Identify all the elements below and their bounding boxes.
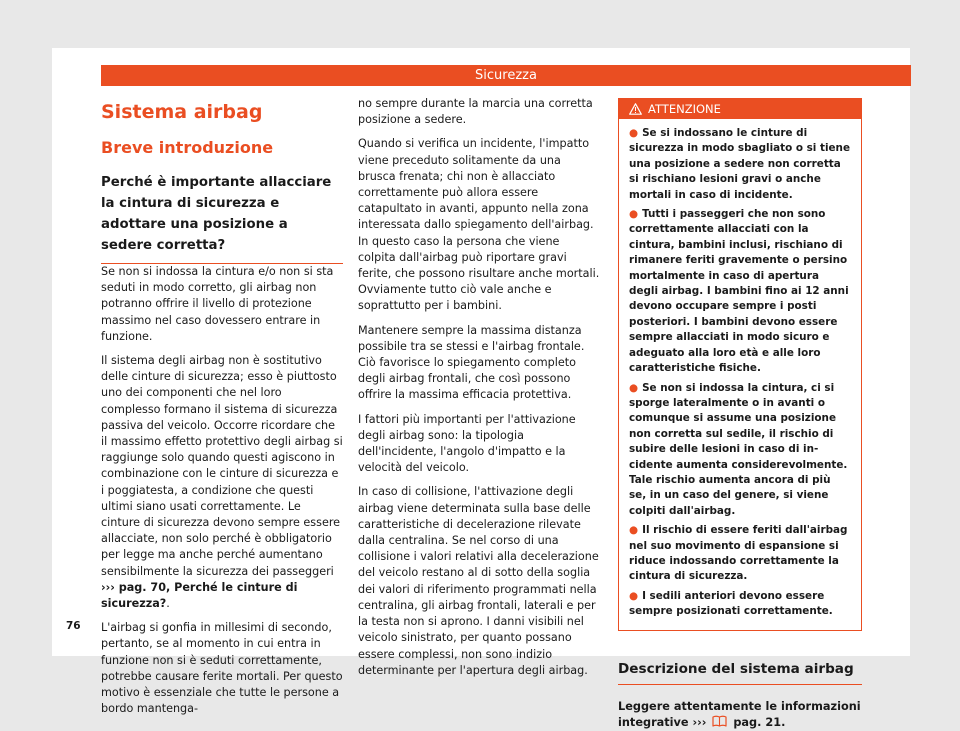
book-icon (712, 715, 727, 727)
paragraph: In caso di collisione, l'attivazione degli airbag viene determinata sulla base delle caratteristiche di decelerazione rilevate dalla centralina. Se nel corso di una collisione i valori relativi alla decelerazione del veicolo restano al di sotto della soglia dei valori di riferimento programmati nella centralina, gli airbag frontali, laterali e per la testa non si aprono. I danni visibili nel veicolo sinistrato, per quanto possano essere complessi, non sono indizio determinante per l'apertura degli airbag. (358, 485, 599, 677)
paragraph: no sempre durante la marcia una corretta posizione a sedere. (358, 97, 593, 127)
paragraph: Mantenere sempre la massima distanza possibile tra se stessi e l'airbag frontale. Ciò favorisce lo spiegamento completo degli airbag frontali, che così possono offrire la massima efficacia protettiva. (358, 323, 585, 402)
column-middle (358, 96, 600, 679)
warning-item: ● Se si indossano le cinture di sicurezza in modo sbagliato o si tiene una posizione a sedere non corretta si rischiano lesioni gravi o anche mortali in caso di incidente. (629, 127, 851, 201)
warning-item: ● Tutti i passeggeri che non sono correttamente allacciati con la cintura, bambini inclusi, rischiano di rimanere feriti gravemente o persino mortalmente in caso di apertura degli airbag. I bambini fino ai 12 anni devono occupare sempre i posti posteriori. I bambini devono essere sempre allacciati in modo sicuro e adeguato alla loro età e alle loro caratteristiche fisiche. (629, 208, 849, 375)
warning-title: ATTENZIONE (648, 102, 721, 116)
description-heading: Descrizione del sistema airbag (618, 659, 862, 685)
page-title: Sistema airbag (101, 101, 263, 123)
paragraph: L'airbag si gonfia in millesimi di secondo, pertanto, se al momento in cui entra in funzione non si è seduti correttamente, potrebbe causare ferite mortali. Per questo motivo è essenziale che tutte le persone a bordo mantenga- (101, 621, 343, 716)
paragraph-text: Il sistema degli airbag non è sostitutivo delle cinture di sicurezza; esso è piuttosto uno dei componenti che nel loro complesso formano il sistema di sicurezza passiva del veicolo. Occorre ricordare che il massimo effetto protettivo degli airbag si raggiunge solo quando questi agiscono in combinazione con le cinture di sicurezza e i poggiatesta, a condizione che questi ultimi siano usati correttamente. Le cinture di sicurezza devono sempre essere allacciate, non solo perché è obbligatorio per legge ma anche perché aumentano sensibilmente la sicurezza dei passeggeri (101, 354, 343, 578)
warning-header (619, 99, 861, 119)
warning-box (618, 98, 862, 631)
warning-item: ● I sedili anteriori devono essere sempre posizionati correttamente. (629, 589, 833, 618)
description-text: Leggere attentamente le informazioni integrative ››› pag. 21. (618, 699, 861, 729)
paragraph: I fattori più importanti per l'attivazione degli airbag sono: la tipologia dell'incidente, l'angolo d'impatto e la velocità del veicolo. (358, 412, 576, 475)
warning-item: ● Il rischio di essere feriti dall'airbag nel suo movimento di espansione si riduce indossando correttamente la cintura di sicurezza. (629, 524, 848, 583)
page-number: 76 (66, 620, 81, 632)
paragraph-end: . (166, 597, 170, 611)
warning-item: ● Se non si indossa la cintura, ci si sporge lateralmente o in avanti o comunque si assume una posizione non corretta sul sedile, il rischio di subire delle lesioni in caso di incidente aumenta considerevolmente. Tale rischio aumenta ancora di più se, in un caso del genere, si viene colpiti dall'airbag. (629, 381, 848, 517)
manual-page (52, 48, 910, 729)
paragraph (101, 353, 343, 612)
paragraph: Quando si verifica un incidente, l'impatto viene preceduto solitamente da una brusca frenata; chi non è allacciato correttamente può allora essere catapultato in avanti, appunto nella zona interessata dallo spiegamento dell'airbag. In questo caso la persona che viene colpita dall'airbag può riportare gravi ferite, che possono risultare anche mortali. Ovviamente tutto ciò vale anche e soprattutto per i bambini. (358, 137, 600, 313)
warning-list (619, 119, 861, 630)
column-right (618, 98, 862, 731)
section-header: Sicurezza (101, 65, 911, 86)
section-subtitle: Breve introduzione (101, 138, 274, 157)
bullet: ● (629, 524, 639, 537)
paragraph: Se non si indossa la cintura e/o non si sta seduti in modo corretto, gli airbag non potranno offrire il livello di protezione massimo nel caso dovessero entrare in funzione. (101, 265, 334, 343)
bullet: ● (629, 127, 639, 139)
question-heading: Perché è importante allacciare la cintura di sicurezza e adottare una posizione a sedere corretta? (101, 172, 343, 264)
cross-reference-link[interactable]: ››› pag. 70, Perché le cinture di sicurezza? (101, 580, 298, 611)
cross-reference-link[interactable]: pag. 21. (733, 715, 786, 729)
bullet: ● (629, 381, 639, 394)
bullet: ● (629, 208, 639, 221)
bullet: ● (629, 589, 639, 602)
warning-triangle-icon (629, 103, 642, 115)
column-left (101, 98, 343, 717)
